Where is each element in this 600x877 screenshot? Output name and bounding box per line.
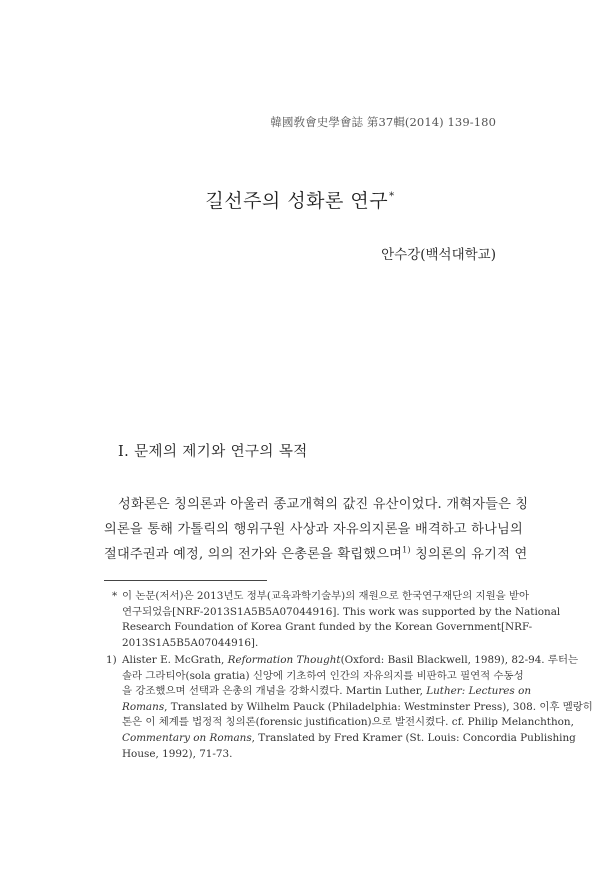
footnote-line: 2013S1A5B5A07044916]. bbox=[122, 636, 259, 649]
book-title: Romans bbox=[122, 700, 165, 713]
footnote-line: 이 논문(저서)은 2013년도 정부(교육과학기술부)의 재원으로 한국연구재단의 지원을 받아 bbox=[122, 590, 530, 602]
book-title: Reformation Thought bbox=[227, 654, 341, 666]
footnote-line: 톤은 이 체계를 법정적 칭의론(forensic justification)으로 발전시켰다. cf. Philip Melanchthon, bbox=[122, 716, 574, 729]
footnote-ref-1[interactable]: 1) bbox=[402, 545, 411, 555]
footnote-line bbox=[122, 731, 576, 747]
body-text: 절대주권과 예정, 의의 전가와 은총론을 확립했으며 bbox=[104, 547, 403, 562]
footnote-divider bbox=[104, 580, 267, 581]
author-affiliation: 안수강(백석대학교) bbox=[381, 247, 496, 263]
footnote-1-mark: 1) bbox=[106, 654, 117, 666]
footnote-text: 을 강조했으며 선택과 은총의 개념을 강화시켰다. Martin Luther, bbox=[122, 685, 427, 698]
footnote-text: , Translated by Fred Kramer (St. Louis: Concordia Publishing bbox=[251, 731, 576, 744]
running-header: 韓國敎會史學會誌 第37輯(2014) 139-180 bbox=[270, 115, 496, 129]
footnote-line bbox=[122, 653, 579, 669]
body-line: 의론을 통해 가톨릭의 행위구원 사상과 자유의지론을 배격하고 하나님의 bbox=[104, 522, 523, 537]
footnote-line: Research Foundation of Korea Grant funded by the Korean Government[NRF- bbox=[122, 621, 533, 634]
footnote-star-mark: * bbox=[112, 590, 118, 602]
paper-title bbox=[0, 186, 600, 213]
paper-title-text: 길선주의 성화론 연구 bbox=[205, 190, 389, 212]
footnote-line bbox=[122, 684, 532, 700]
footnote-star bbox=[122, 589, 561, 651]
footnote-1 bbox=[122, 653, 593, 762]
footnote-line: 솔라 그라티아(sola gratia) 신앙에 기초하여 인간의 자유의지를 비판하고 필연적 수동성 bbox=[122, 669, 524, 682]
footnote-text: Alister E. McGrath, bbox=[122, 654, 228, 666]
book-title: Commentary on Romans bbox=[122, 731, 252, 744]
section-heading: Ⅰ. 문제의 제기와 연구의 목적 bbox=[118, 444, 308, 460]
footnote-line bbox=[122, 700, 593, 716]
title-footnote-mark[interactable]: * bbox=[389, 191, 395, 202]
footnote-text: (Oxford: Basil Blackwell, 1989), 82-94. 루터는 bbox=[340, 654, 579, 666]
footnote-line: House, 1992), 71-73. bbox=[122, 747, 233, 760]
footnote-line: 연구되었음[NRF-2013S1A5B5A07044916]. This work was supported by the National bbox=[122, 605, 561, 618]
body-text: 칭의론의 유기적 연 bbox=[410, 547, 528, 562]
body-line bbox=[104, 543, 528, 562]
footnote-text: , Translated by Wilhelm Pauck (Philadelphia: Westminster Press), 308. 이후 멜랑히 bbox=[164, 700, 593, 713]
book-title: Luther: Lectures on bbox=[426, 685, 532, 698]
body-line: 성화론은 칭의론과 아울러 종교개혁의 값진 유산이었다. 개혁자들은 칭 bbox=[118, 497, 529, 512]
